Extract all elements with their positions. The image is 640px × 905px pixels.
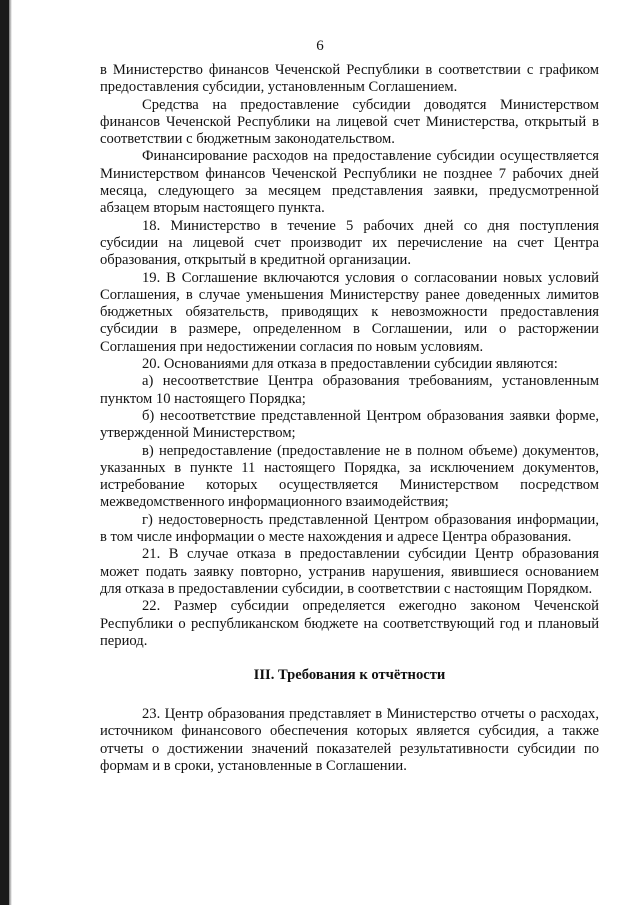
document-body xyxy=(100,62,599,775)
scan-left-edge xyxy=(0,0,9,905)
subitem-b: б) несоответствие представленной Центром образования заявки форме, утвержденной Министерством; xyxy=(100,407,599,442)
subitem-v: в) непредоставление (предоставление не в полном объеме) документов, указанных в пункте 11 настоящего Порядка, за исключением документов, истребование которых осуществляется Министерством посредством межведомственного информационного взаимодействия; xyxy=(100,442,599,511)
subitem-a: а) несоответствие Центра образования требованиям, установленным пунктом 10 настоящего Порядка; xyxy=(100,373,599,407)
paragraph-item-23: 23. Центр образования представляет в Министерство отчеты о расходах, источником финансового обеспечения которых является субсидия, а также отчеты о достижении значений показателей результативности субсидии по формам и в сроки, установленные в Соглашении. xyxy=(100,706,599,774)
paragraph-item-20: 20. Основаниями для отказа в предоставлении субсидии являются: xyxy=(142,356,558,373)
paragraph-item-18: 18. Министерство в течение 5 рабочих дней со дня поступления субсидии на лицевой счет производит их перечисление на счет Центра образования, открытый в кредитной организации. xyxy=(100,217,599,269)
paragraph-financing: Финансирование расходов на предоставление субсидии осуществляется Министерством финансов Чеченской Республики не позднее 7 рабочих дней месяца, следующего за месяцем представления заявки, предусмотренной абзацем вторым настоящего пункта. xyxy=(100,148,599,217)
paragraph-item-19: 19. В Соглашение включаются условия о согласовании новых условий Соглашения, в случае уменьшения Министерству ранее доведенных лимитов бюджетных обязательств, приводящих к невозможности предоставления субсидии в размере, определенном в Соглашении, или о расторжении Соглашения при недостижении согласия по новым условиям. xyxy=(100,269,599,355)
paragraph-item-21: 21. В случае отказа в предоставлении субсидии Центр образования может подать заявку повторно, устранив нарушения, явившиеся основанием для отказа в предоставлении субсидии, в соответствии с настоящим Порядком. xyxy=(100,546,599,597)
scan-edge-shadow xyxy=(9,0,12,905)
paragraph-continuation: в Министерство финансов Чеченской Республики в соответствии с графиком предоставления субсидии, установленным Соглашением. xyxy=(100,62,599,96)
paragraph-funds-delivery: Средства на предоставление субсидии доводятся Министерством финансов Чеченской Республики на лицевой счет Министерства, открытый в соответствии с бюджетным законодательством. xyxy=(100,96,599,148)
section-heading: III. Требования к отчётности xyxy=(253,667,446,684)
subitem-g: г) недостоверность представленной Центром образования информации, в том числе информации о месте нахождения и адресе Центра образования. xyxy=(100,511,599,546)
paragraph-item-22: 22. Размер субсидии определяется ежегодно законом Чеченской Республики о республиканском бюджете на соответствующий год и плановый период. xyxy=(100,598,599,649)
page-number: 6 xyxy=(316,38,324,54)
